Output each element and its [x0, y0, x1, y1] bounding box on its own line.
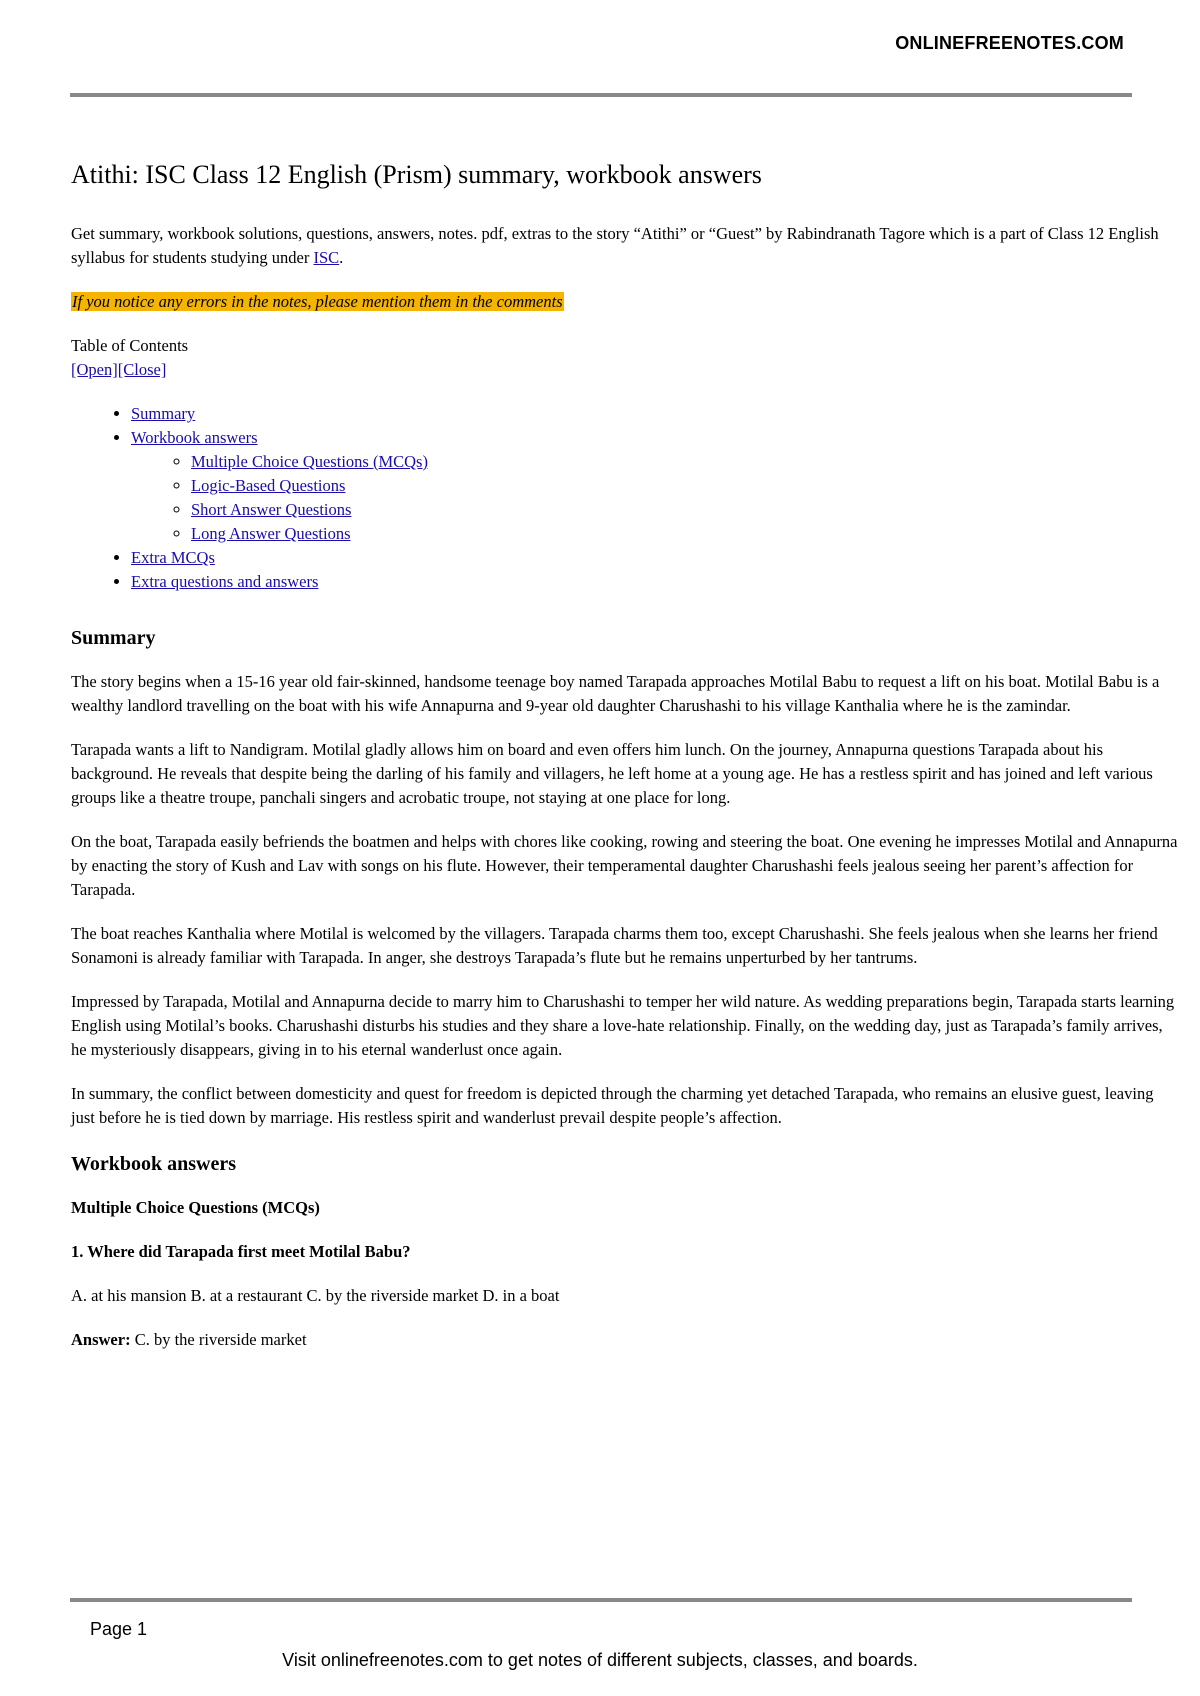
toc-item	[131, 426, 1181, 546]
toc-sublist	[131, 450, 1181, 546]
question-1-options: A. at his mansion B. at a restaurant C. by the riverside market D. in a boat	[71, 1286, 560, 1305]
summary-paragraph: Tarapada wants a lift to Nandigram. Motilal gladly allows him on board and even offers him lunch. On the journey, Annapurna questions Tarapada about his background. He reveals that despite being the darling of his family and villagers, he left home at a young age. He has a restless spirit and has joined and left various groups like a theatre troupe, panchali singers and acrobatic troupe, not staying at one place for long.	[71, 740, 1153, 807]
question-1: 1. Where did Tarapada first meet Motilal Babu?	[71, 1242, 411, 1261]
toc-link-extra-mcqs[interactable]: Extra MCQs	[131, 548, 215, 567]
intro-end: .	[339, 248, 344, 267]
summary-paragraph: In summary, the conflict between domesticity and quest for freedom is depicted through the charming yet detached Tarapada, who remains an elusive guest, leaving just before he is tied down by marriage. His restless spirit and wanderlust prevail despite people’s affection.	[71, 1084, 1154, 1127]
summary-paragraph: The boat reaches Kanthalia where Motilal is welcomed by the villagers. Tarapada charms them too, except Charushashi. She feels jealous when she learns her friend Sonamoni is already familiar with Tarapada. In anger, she destroys Tarapada’s flute but he remains unperturbed by her tantrums.	[71, 924, 1158, 967]
summary-heading: Summary	[71, 627, 156, 649]
toc-link-summary[interactable]: Summary	[131, 404, 196, 423]
toc-subitem	[191, 498, 1181, 522]
summary-paragraph: The story begins when a 15-16 year old fair-skinned, handsome teenage boy named Tarapada approaches Motilal Babu to request a lift on his boat. Motilal Babu is a wealthy landlord travelling on the boat with his wife Annapurna and 9-year old daughter Charushashi to his village Kanthalia where he is the zamindar.	[71, 672, 1160, 715]
workbook-heading: Workbook answers	[71, 1153, 237, 1175]
summary-paragraph: Impressed by Tarapada, Motilal and Annapurna decide to marry him to Charushashi to temper her wild nature. As wedding preparations begin, Tarapada starts learning English using Motilal’s books. Charushashi disturbs his studies and they share a love-hate relationship. Finally, on the wedding day, just as Tarapada’s family arrives, he mysteriously disappears, giving in to his eternal wanderlust once again.	[71, 992, 1175, 1059]
question-1-answer	[71, 1328, 1181, 1352]
toc-close-link[interactable]: [Close]	[117, 360, 167, 379]
site-name: ONLINEFREENOTES.COM	[895, 33, 1124, 53]
toc-item	[131, 402, 1181, 426]
toc-open-link[interactable]: [Open]	[71, 360, 118, 379]
footer-visit-text: Visit onlinefreenotes.com to get notes of different subjects, classes, and boards.	[282, 1650, 918, 1670]
errors-notice: If you notice any errors in the notes, please mention them in the comments	[72, 292, 563, 311]
toc-link-long-answer[interactable]: Long Answer Questions	[191, 524, 351, 543]
toc-link-logic-based[interactable]: Logic-Based Questions	[191, 476, 346, 495]
intro-text: Get summary, workbook solutions, questions, answers, notes. pdf, extras to the story “Atithi” or “Guest” by Rabindranath Tagore which is a part of Class 12 English syllabus for students studying under	[71, 224, 1159, 267]
toc-list	[71, 402, 1181, 594]
answer-text: C. by the riverside market	[130, 1330, 307, 1349]
toc-link-mcqs[interactable]: Multiple Choice Questions (MCQs)	[191, 452, 428, 471]
article	[71, 158, 1181, 1372]
toc-title: Table of Contents	[71, 336, 189, 355]
notice-paragraph	[71, 290, 1181, 314]
toc-link-extra-questions[interactable]: Extra questions and answers	[131, 572, 319, 591]
summary-paragraph: On the boat, Tarapada easily befriends the boatmen and helps with chores like cooking, rowing and steering the boat. One evening he impresses Motilal and Annapurna by enacting the story of Kush and Lav with songs on his flute. However, their temperamental daughter Charushashi feels jealous seeing her parent’s affection for Tarapada.	[71, 832, 1178, 899]
page-title: Atithi: ISC Class 12 English (Prism) summary, workbook answers	[71, 160, 762, 189]
footer-divider	[70, 1598, 1132, 1602]
toc-link-workbook-answers[interactable]: Workbook answers	[131, 428, 258, 447]
toc-subitem	[191, 450, 1181, 474]
page-number: Page 1	[90, 1619, 148, 1639]
isc-link[interactable]: ISC	[313, 248, 340, 267]
toc-toggle	[71, 358, 1181, 382]
answer-label: Answer:	[71, 1330, 131, 1349]
toc-subitem	[191, 522, 1181, 546]
intro-paragraph	[71, 222, 1181, 270]
toc-item	[131, 546, 1181, 570]
toc-item	[131, 570, 1181, 594]
mcq-heading: Multiple Choice Questions (MCQs)	[71, 1198, 320, 1217]
toc-link-short-answer[interactable]: Short Answer Questions	[191, 500, 352, 519]
toc-subitem	[191, 474, 1181, 498]
header-divider	[70, 93, 1132, 97]
